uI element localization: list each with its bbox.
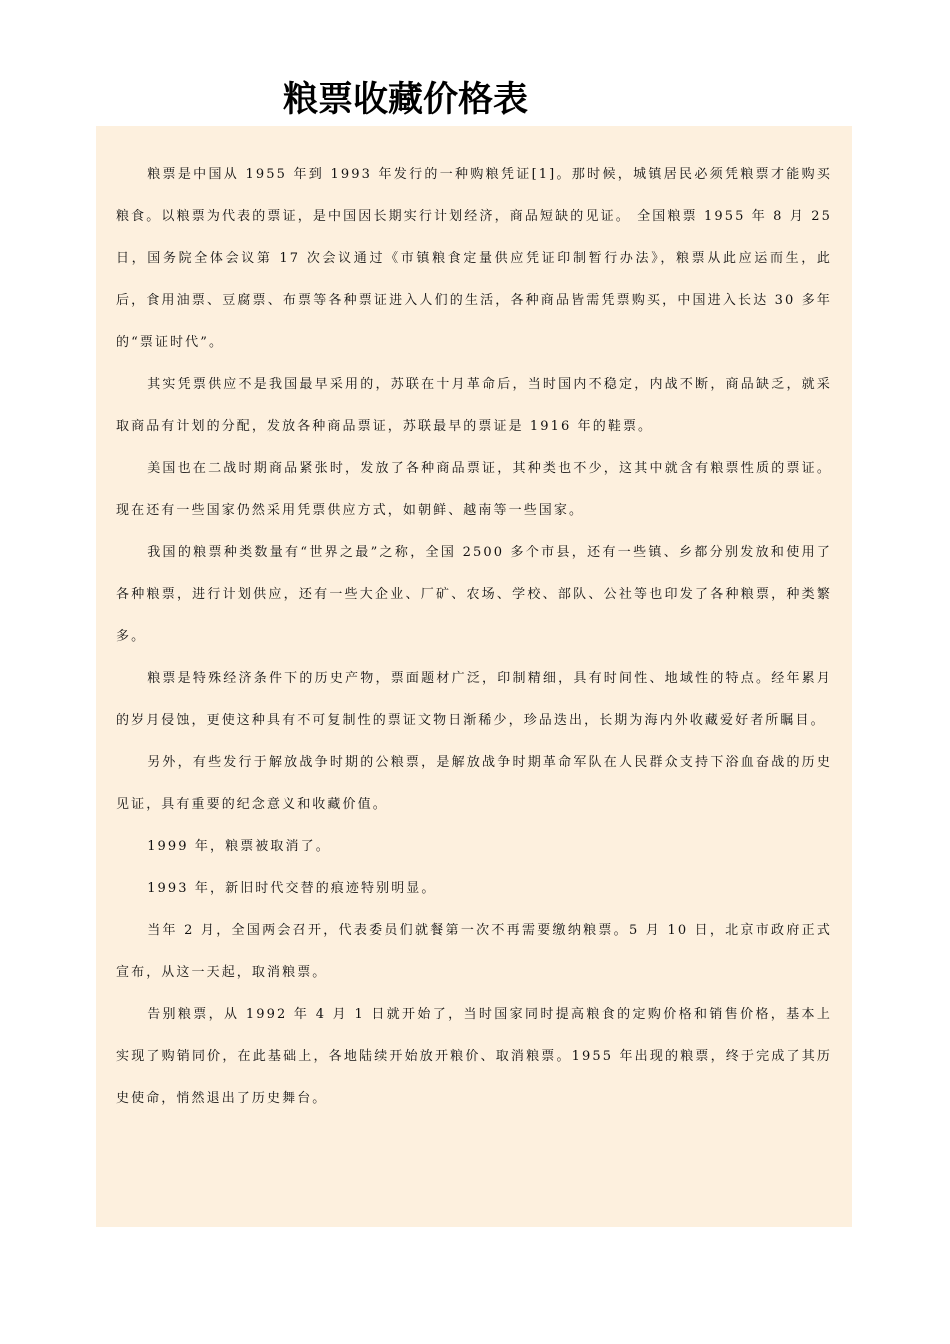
- paragraph-soviet-ration: 其实凭票供应不是我国最早采用的，苏联在十月革命后，当时国内不稳定，内战不断，商品缺乏，就采取商品有计划的分配，发放各种商品票证，苏联最早的票证是 1916 年的鞋票。: [116, 377, 832, 434]
- document-title: 粮票收藏价格表: [283, 80, 529, 120]
- paragraph-farewell: 告别粮票，从 1992 年 4 月 1 日就开始了，当时国家同时提高粮食的定购价格和销售价格，基本上实现了购销同价，在此基础上，各地陆续开始放开粮价、取消粮票。1955 年出现的粮票，终于完成了其历史使命，悄然退出了历史舞台。: [116, 1007, 832, 1106]
- paragraph-beijing: 当年 2 月，全国两会召开，代表委员们就餐第一次不再需要缴纳粮票。5 月 10 日，北京市政府正式宣布，从这一天起，取消粮票。: [116, 923, 832, 980]
- paragraph-1993: 1993 年，新旧时代交替的痕迹特别明显。: [147, 881, 437, 896]
- paragraph-abolished: 1999 年，粮票被取消了。: [147, 839, 331, 854]
- paragraph-world-record: 我国的粮票种类数量有“世界之最”之称，全国 2500 多个市县，还有一些镇、乡都分别发放和使用了各种粮票，进行计划供应，还有一些大企业、厂矿、农场、学校、部队、公社等也印发了各种粮票，种类繁多。: [116, 545, 832, 644]
- paragraph-intro: 粮票是中国从 1955 年到 1993 年发行的一种购粮凭证[1]。那时候，城镇居民必须凭粮票才能购买粮食。以粮票为代表的票证，是中国因长期实行计划经济，商品短缺的见证。 全国粮票 1955 年 8 月 25 日，国务院全体会议第 17 次会议通过《市镇粮食定量供应凭证印制暂行办法》，粮票从此应运而生，此后，食用油票、豆腐票、布票等各种票证进入人们的生活，各种商品皆需凭票购买，中国进入长达 30 多年的“票证时代”。: [116, 167, 832, 350]
- paragraph-war-era-tickets: 另外，有些发行于解放战争时期的公粮票，是解放战争时期革命军队在人民群众支持下浴血奋战的历史见证，具有重要的纪念意义和收藏价值。: [116, 755, 832, 812]
- paragraph-collecting-value: 粮票是特殊经济条件下的历史产物，票面题材广泛，印制精细，具有时间性、地域性的特点。经年累月的岁月侵蚀，更使这种具有不可复制性的票证文物日渐稀少，珍品迭出，长期为海内外收藏爱好者所瞩目。: [116, 671, 832, 728]
- paragraph-usa-ration: 美国也在二战时期商品紧张时，发放了各种商品票证，其种类也不少，这其中就含有粮票性质的票证。现在还有一些国家仍然采用凭票供应方式，如朝鲜、越南等一些国家。: [116, 461, 832, 518]
- content-area: [96, 126, 852, 1227]
